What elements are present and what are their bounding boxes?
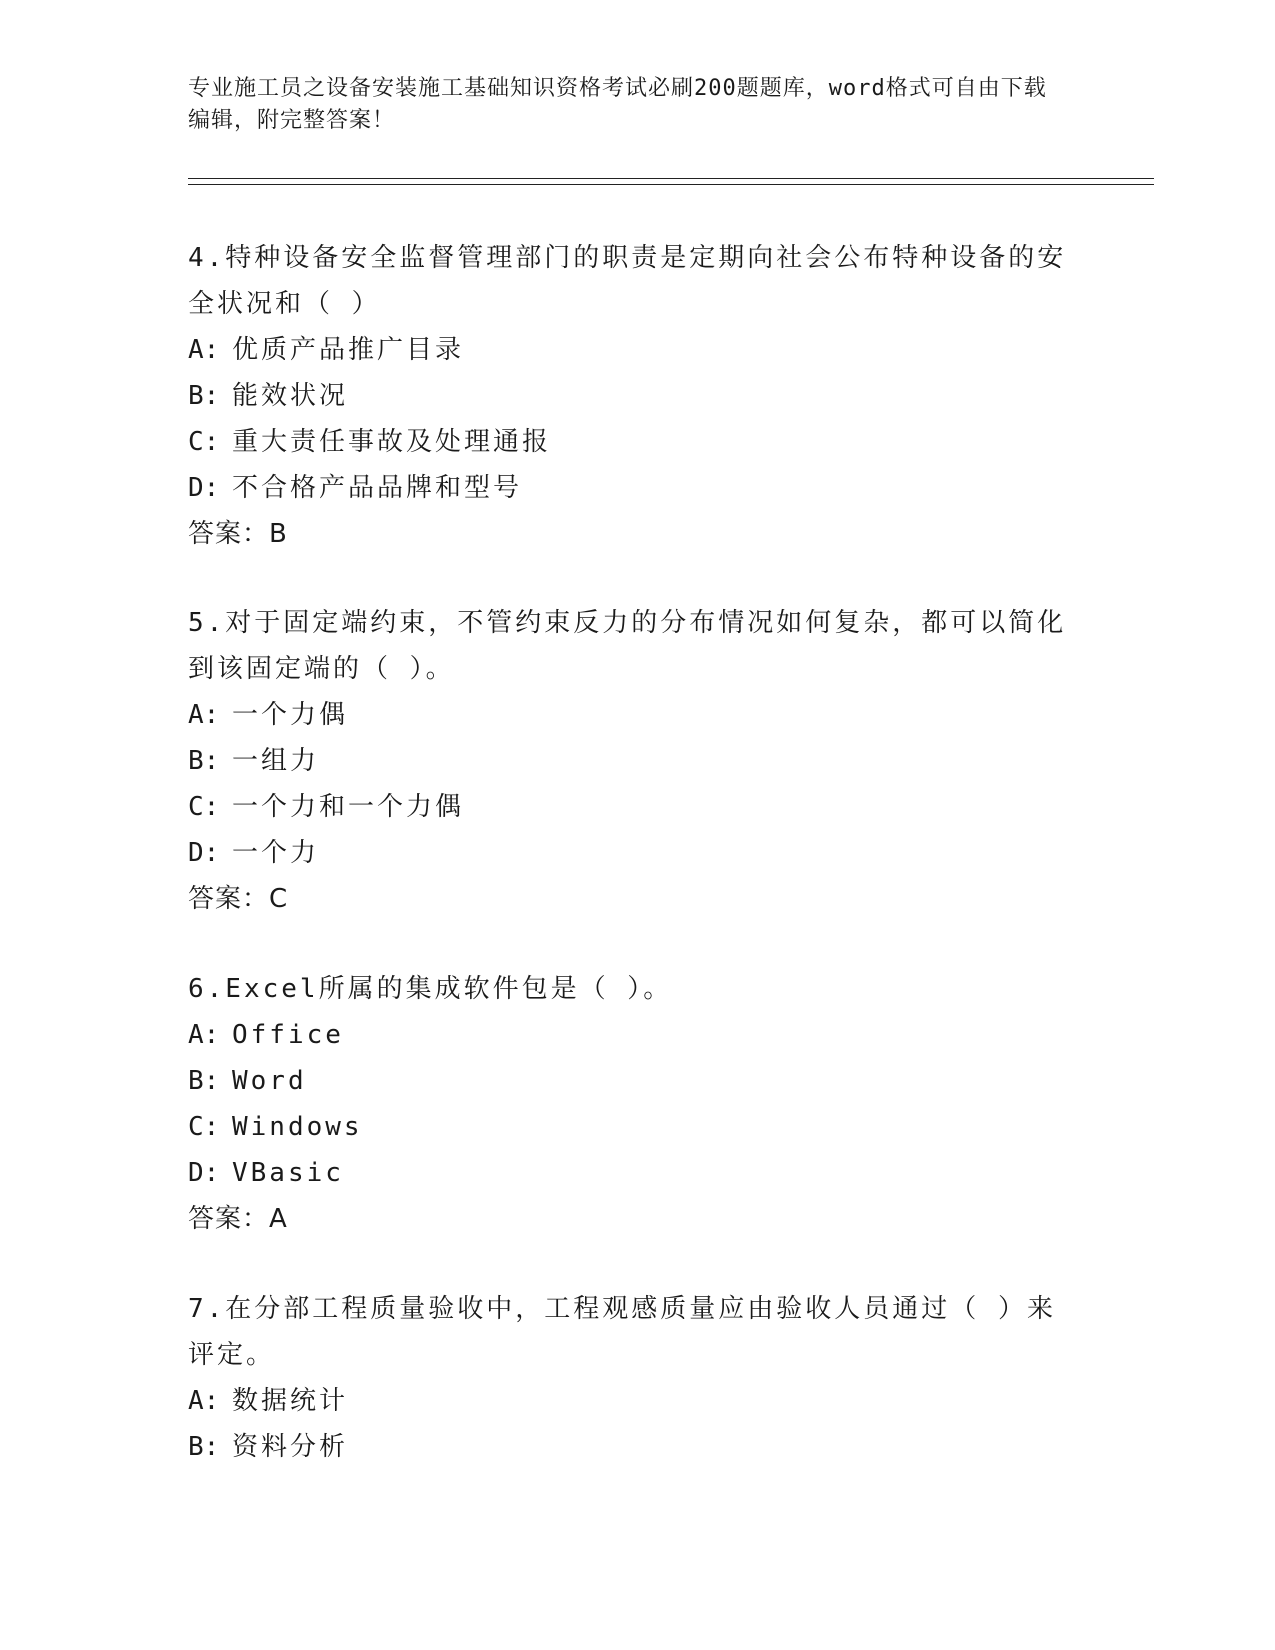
- header-divider-bottom: [188, 184, 1154, 185]
- option-key: D:: [188, 1158, 220, 1188]
- option-key: C:: [188, 792, 220, 822]
- option-b: [188, 373, 1068, 419]
- option-b: [188, 1058, 1068, 1104]
- option-d: [188, 465, 1068, 511]
- option-text: 一个力偶: [232, 700, 349, 730]
- option-key: D:: [188, 838, 220, 868]
- question-5: [188, 600, 1068, 922]
- option-b: [188, 738, 1068, 784]
- option-text: 数据统计: [232, 1386, 349, 1416]
- answer-line: 答案：B: [188, 519, 288, 549]
- option-text: 重大责任事故及处理通报: [232, 427, 552, 457]
- option-text: 资料分析: [232, 1432, 349, 1462]
- option-key: A:: [188, 700, 220, 730]
- option-key: A:: [188, 335, 220, 365]
- option-key: B:: [188, 1066, 220, 1096]
- question-stem: 7.在分部工程质量验收中，工程观感质量应由验收人员通过（ ）来评定。: [188, 1294, 1056, 1370]
- option-text: 一个力: [232, 838, 320, 868]
- option-key: B:: [188, 381, 220, 411]
- question-stem: 6.Excel所属的集成软件包是（ ）。: [188, 974, 673, 1004]
- option-key: A:: [188, 1020, 220, 1050]
- header-divider-top: [188, 178, 1154, 179]
- option-b: [188, 1424, 1068, 1470]
- option-key: B:: [188, 1432, 220, 1462]
- option-a: [188, 1012, 1068, 1058]
- option-key: C:: [188, 1112, 220, 1142]
- option-text: Office: [232, 1020, 344, 1050]
- option-text: 不合格产品品牌和型号: [232, 473, 523, 503]
- option-key: D:: [188, 473, 220, 503]
- option-text: Windows: [232, 1112, 363, 1142]
- question-6: [188, 966, 1068, 1242]
- option-a: [188, 692, 1068, 738]
- document-header: 专业施工员之设备安装施工基础知识资格考试必刷200题题库，word格式可自由下载编辑，附完整答案！: [188, 76, 1047, 133]
- option-c: [188, 419, 1068, 465]
- option-a: [188, 1378, 1068, 1424]
- option-key: A:: [188, 1386, 220, 1416]
- option-text: Word: [232, 1066, 307, 1096]
- question-4: [188, 235, 1068, 557]
- option-text: 能效状况: [232, 381, 349, 411]
- option-key: B:: [188, 746, 220, 776]
- option-text: 优质产品推广目录: [232, 335, 465, 365]
- option-d: [188, 830, 1068, 876]
- question-7: [188, 1286, 1068, 1470]
- question-stem: 5.对于固定端约束，不管约束反力的分布情况如何复杂，都可以简化到该固定端的（ ）。: [188, 608, 1067, 684]
- option-d: [188, 1150, 1068, 1196]
- option-c: [188, 1104, 1068, 1150]
- option-a: [188, 327, 1068, 373]
- option-key: C:: [188, 427, 220, 457]
- option-text: VBasic: [232, 1158, 344, 1188]
- answer-line: 答案：C: [188, 884, 289, 914]
- question-stem: 4.特种设备安全监督管理部门的职责是定期向社会公布特种设备的安全状况和（ ）: [188, 243, 1067, 319]
- answer-line: 答案：A: [188, 1204, 288, 1234]
- option-text: 一个力和一个力偶: [232, 792, 465, 822]
- option-c: [188, 784, 1068, 830]
- option-text: 一组力: [232, 746, 320, 776]
